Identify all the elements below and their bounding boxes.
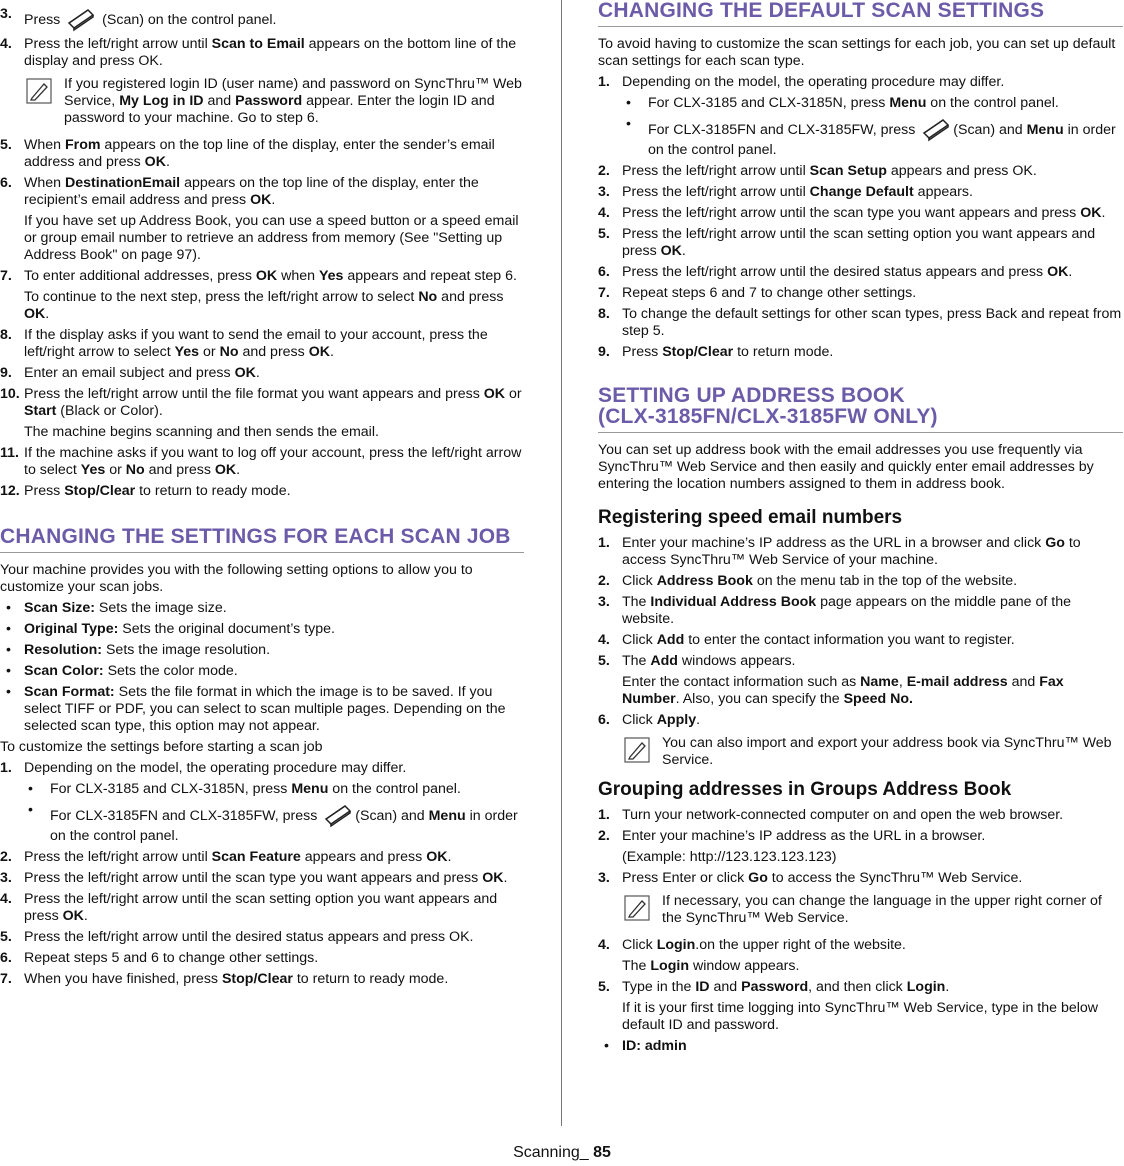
- group-step-2: 2. Enter your machine’s IP address as the URL in a browser.: [598, 828, 986, 844]
- right-column: [598, 0, 1123, 1059]
- group-step-1: 1. Turn your network-connected computer on and open the web browser.: [598, 807, 1064, 823]
- note-pencil-icon: [624, 895, 650, 921]
- default-intro: To avoid having to customize the scan settings for each job, you can set up default scan settings for each scan type.: [598, 36, 1116, 69]
- step-3: 3. Press (Scan) on the control panel.: [0, 6, 524, 32]
- reg-step-3: 3. The Individual Address Book page appears on the middle pane of the website.: [598, 594, 1071, 627]
- reg-step-5-detail: Enter the contact information such as Name, E-mail address and Fax Number. Also, you can specify the Speed No.: [622, 674, 1064, 707]
- custom-step-1-bullet-2: • For CLX-3185FN and CLX-3185FW, press (Scan) and Menu in order on the control panel.: [28, 802, 518, 844]
- default-step-3: 3. Press the left/right arrow until Change Default appears.: [598, 184, 973, 200]
- step-7-detail: To continue to the next step, press the left/right arrow to select No and press OK.: [24, 289, 504, 322]
- custom-step-6: 6. Repeat steps 5 and 6 to change other settings.: [0, 950, 319, 966]
- note-login: If you registered login ID (user name) and password on SyncThru™ Web Service, My Log in ID and Password appear. Enter the login ID and password to your machine. Go to step 6.: [0, 76, 524, 127]
- option-scan-color: • Scan Color: Sets the color mode.: [6, 663, 238, 679]
- default-step-6: 6. Press the left/right arrow until the desired status appears and press OK.: [598, 264, 1073, 280]
- step-5: 5. When From appears on the top line of the display, enter the sender’s email address and press OK.: [0, 137, 495, 170]
- step-7: 7. To enter additional addresses, press OK when Yes appears and repeat step 6.: [0, 268, 517, 284]
- customize-intro: To customize the settings before starting a scan job: [0, 739, 323, 755]
- reg-step-2: 2. Click Address Book on the menu tab in the top of the website.: [598, 573, 1018, 589]
- default-step-1-bullet-1: • For CLX-3185 and CLX-3185N, press Menu on the control panel.: [626, 95, 1059, 111]
- default-step-7: 7. Repeat steps 6 and 7 to change other settings.: [598, 285, 917, 301]
- footer-label: Scanning_: [513, 1144, 594, 1161]
- step-4: 4. Press the left/right arrow until Scan to Email appears on the bottom line of the display and press OK.: [0, 36, 517, 69]
- step-12: 12. Press Stop/Clear to return to ready mode.: [0, 483, 291, 499]
- scanner-icon: [921, 116, 951, 142]
- reg-step-4: 4. Click Add to enter the contact information you want to register.: [598, 632, 1015, 648]
- group-step-3: 3. Press Enter or click Go to access the SyncThru™ Web Service.: [598, 870, 1023, 886]
- reg-step-1: 1. Enter your machine’s IP address as the URL in a browser and click Go to access SyncThru™ Web Service of your machine.: [598, 535, 1081, 568]
- scanner-icon: [66, 6, 96, 32]
- custom-step-1: 1. Depending on the model, the operating procedure may differ.: [0, 760, 407, 776]
- intro-text: Your machine provides you with the following setting options to allow you to customize your scan jobs.: [0, 562, 473, 595]
- subheading-groups: Grouping addresses in Groups Address Book: [598, 779, 1012, 800]
- default-step-1-bullet-2: • For CLX-3185FN and CLX-3185FW, press (Scan) and Menu in order on the control panel.: [626, 116, 1116, 158]
- reg-step-5: 5. The Add windows appears.: [598, 653, 796, 669]
- section-heading-default-scan: CHANGING THE DEFAULT SCAN SETTINGS: [598, 0, 1123, 27]
- step-10: 10. Press the left/right arrow until the file format you want appears and press OK or Start (Black or Color).: [0, 386, 522, 419]
- custom-step-5: 5. Press the left/right arrow until the desired status appears and press OK.: [0, 929, 474, 945]
- default-step-9: 9. Press Stop/Clear to return mode.: [598, 344, 834, 360]
- step-number: 3.: [0, 6, 12, 22]
- column-divider: [561, 0, 562, 1126]
- step-10-detail: The machine begins scanning and then sends the email.: [24, 424, 379, 440]
- default-step-5: 5. Press the left/right arrow until the scan setting option you want appears and press OK.: [598, 226, 1096, 259]
- step-6-detail: If you have set up Address Book, you can use a speed button or a speed email or group email number to retrieve an address from memory (See "Setting up Address Book" on page 97).: [24, 213, 519, 263]
- reg-step-6: 6. Click Apply.: [598, 712, 701, 728]
- step-8: 8. If the display asks if you want to send the email to your account, press the left/right arrow to select Yes or No and press OK.: [0, 327, 488, 360]
- option-scan-size: • Scan Size: Sets the image size.: [6, 600, 227, 616]
- step-11: 11. If the machine asks if you want to log off your account, press the left/right arrow to select Yes or No and press OK.: [0, 445, 522, 478]
- group-step-5: 5. Type in the ID and Password, and then click Login.: [598, 979, 950, 995]
- option-scan-format: • Scan Format: Sets the file format in which the image is to be saved. If you select TIFF or PDF, you can select to scan multiple pages. Depending on the selected scan type, this option may not appear.: [6, 684, 506, 734]
- group-step-4: 4. Click Login.on the upper right of the website.: [598, 937, 906, 953]
- section-heading-address-book: SETTING UP ADDRESS BOOK (CLX-3185FN/CLX-3185FW ONLY): [598, 385, 1123, 433]
- left-column: [0, 0, 524, 992]
- default-step-2: 2. Press the left/right arrow until Scan Setup appears and press OK.: [598, 163, 1037, 179]
- note-import-export: You can also import and export your address book via SyncThru™ Web Service.: [598, 735, 1123, 769]
- option-resolution: • Resolution: Sets the image resolution.: [6, 642, 271, 658]
- default-step-4: 4. Press the left/right arrow until the scan type you want appears and press OK.: [598, 205, 1106, 221]
- section-heading-scan-settings: CHANGING THE SETTINGS FOR EACH SCAN JOB: [0, 526, 524, 553]
- scanner-icon: [323, 802, 353, 828]
- default-step-8: 8. To change the default settings for other scan types, press Back and repeat from step 5.: [598, 306, 1122, 339]
- note-pencil-icon: [624, 737, 650, 763]
- custom-step-3: 3. Press the left/right arrow until the scan type you want appears and press OK.: [0, 870, 508, 886]
- address-book-intro: You can set up address book with the email addresses you use frequently via SyncThru™ Web Service and then easily and quickly enter email addresses by entering the location numbers assigned to them in address book.: [598, 442, 1094, 492]
- page-footer: [0, 1144, 1124, 1161]
- page-number: 85: [593, 1144, 611, 1161]
- custom-step-7: 7. When you have finished, press Stop/Clear to return to ready mode.: [0, 971, 449, 987]
- custom-step-4: 4. Press the left/right arrow until the scan setting option you want appears and press OK.: [0, 891, 498, 924]
- note-pencil-icon: [26, 78, 52, 104]
- group-step-5-detail: If it is your first time logging into SyncThru™ Web Service, type in the below default ID and password.: [622, 1000, 1099, 1033]
- group-step-4-detail: The Login window appears.: [622, 958, 800, 974]
- custom-step-1-bullet-1: • For CLX-3185 and CLX-3185N, press Menu on the control panel.: [28, 781, 461, 797]
- step-9: 9. Enter an email subject and press OK.: [0, 365, 260, 381]
- default-id-bullet: • ID: admin: [604, 1038, 687, 1054]
- step-6: 6. When DestinationEmail appears on the top line of the display, enter the recipient’s email address and press OK.: [0, 175, 479, 208]
- group-step-2-example: (Example: http://123.123.123.123): [622, 849, 837, 865]
- default-step-1: 1. Depending on the model, the operating procedure may differ.: [598, 74, 1005, 90]
- option-original-type: • Original Type: Sets the original document’s type.: [6, 621, 335, 637]
- custom-step-2: 2. Press the left/right arrow until Scan Feature appears and press OK.: [0, 849, 452, 865]
- note-language: If necessary, you can change the language in the upper right corner of the SyncThru™ Web Service.: [598, 893, 1123, 927]
- subheading-speed-email: Registering speed email numbers: [598, 507, 903, 528]
